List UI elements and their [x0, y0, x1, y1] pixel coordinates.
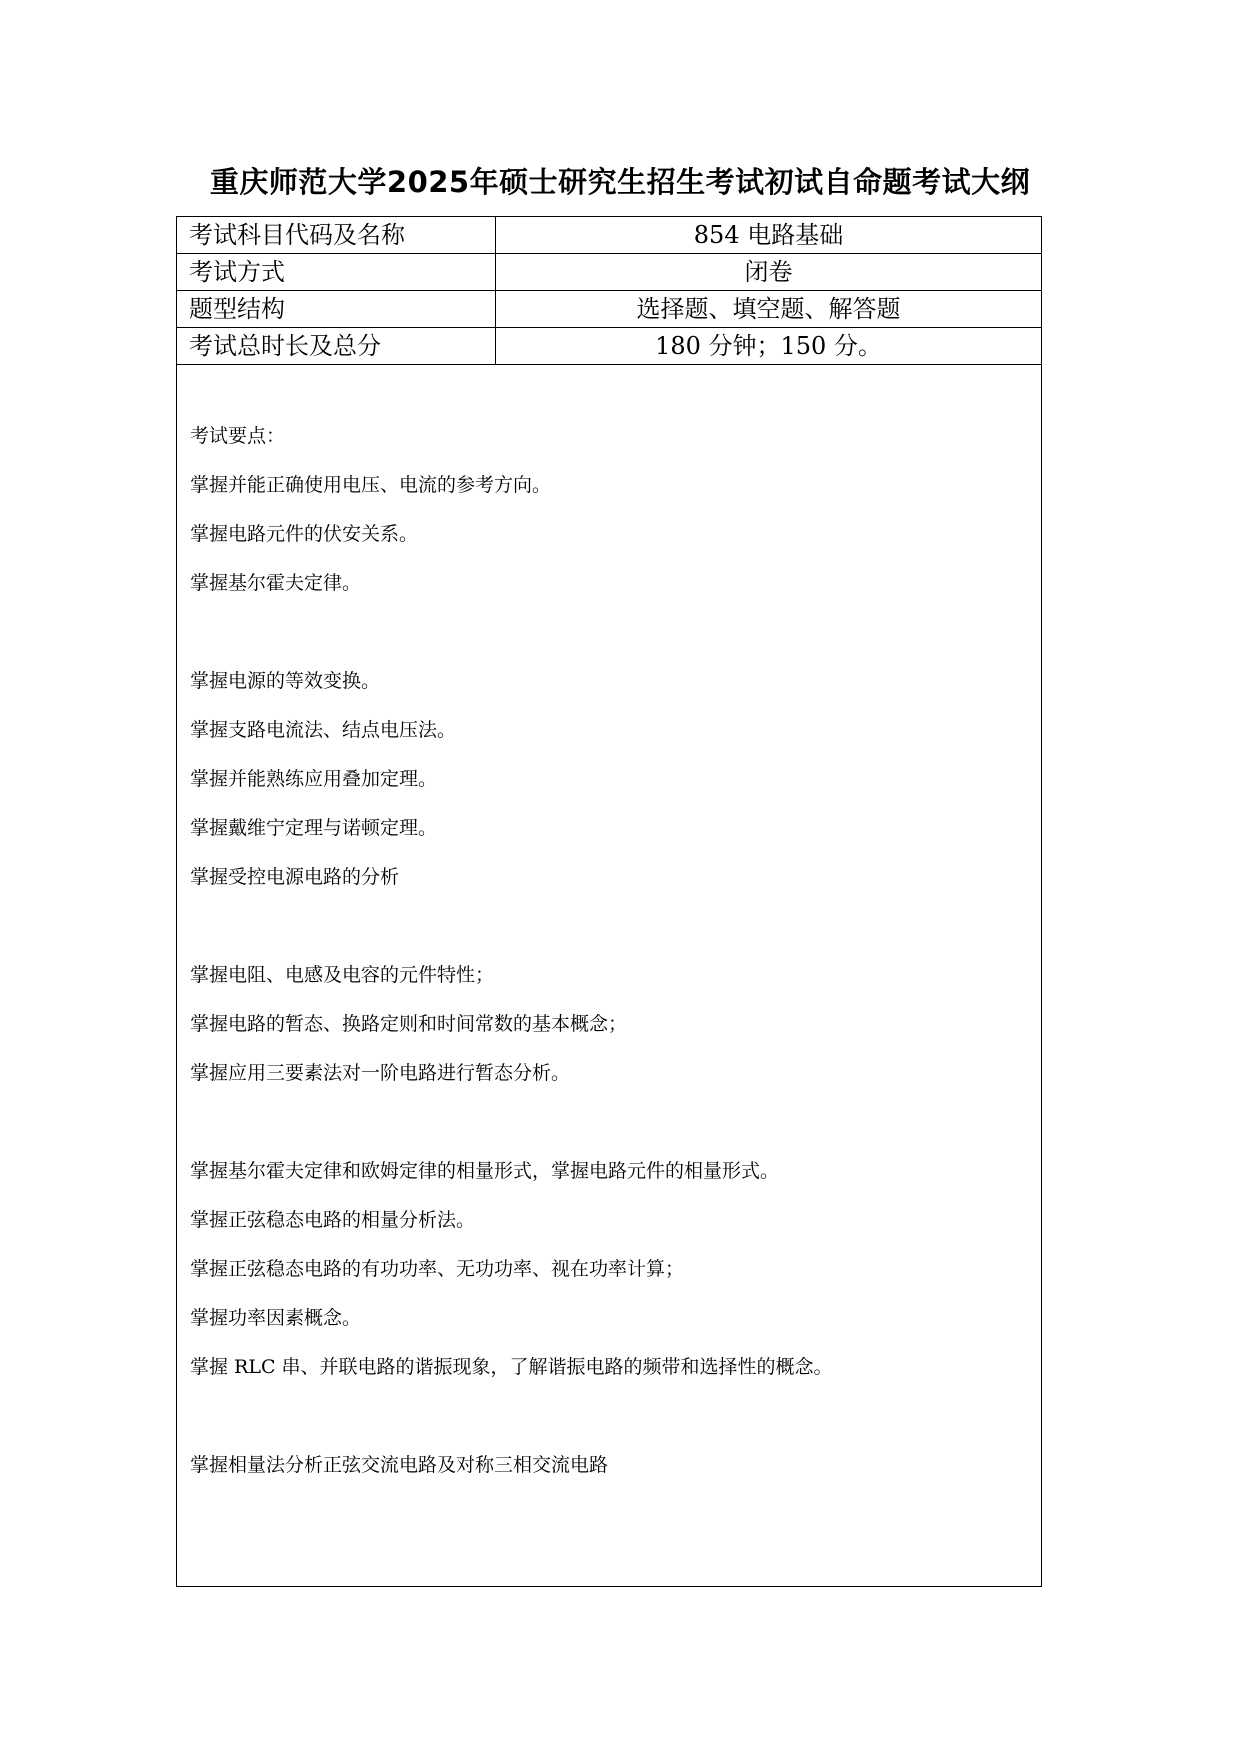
info-row-duration-score [177, 328, 1041, 365]
info-row-question-types [177, 291, 1041, 328]
info-value: 854 电路基础 [496, 217, 1042, 254]
key-point: 掌握电路的暂态、换路定则和时间常数的基本概念； [190, 1013, 628, 1035]
key-point: 掌握正弦稳态电路的有功功率、无功功率、视在功率计算； [190, 1258, 685, 1280]
exam-key-points [190, 423, 1020, 1501]
info-row-exam-mode [177, 254, 1041, 291]
syllabus-table [176, 216, 1042, 1587]
key-point: 掌握相量法分析正弦交流电路及对称三相交流电路 [190, 1454, 609, 1476]
key-points-heading: 考试要点： [190, 425, 286, 447]
section-gap [190, 1109, 1020, 1158]
section-gap [190, 1403, 1020, 1452]
key-point: 掌握支路电流法、结点电压法。 [190, 719, 457, 741]
info-value: 闭卷 [496, 254, 1042, 291]
info-label: 考试科目代码及名称 [177, 217, 496, 254]
page-title: 重庆师范大学2025年硕士研究生招生考试初试自命题考试大纲 [209, 165, 1031, 199]
key-point: 掌握并能正确使用电压、电流的参考方向。 [190, 474, 552, 496]
info-value: 180 分钟；150 分。 [496, 328, 1042, 365]
key-point: 掌握功率因素概念。 [190, 1307, 362, 1329]
section-gap [190, 913, 1020, 962]
key-point: 掌握戴维宁定理与诺顿定理。 [190, 817, 438, 839]
section-gap [190, 619, 1020, 668]
info-row-subject [177, 217, 1041, 254]
key-point: 掌握电路元件的伏安关系。 [190, 523, 419, 545]
key-point: 掌握应用三要素法对一阶电路进行暂态分析。 [190, 1062, 571, 1084]
info-label: 考试方式 [177, 254, 496, 291]
info-label: 考试总时长及总分 [177, 328, 496, 365]
key-point: 掌握电源的等效变换。 [190, 670, 381, 692]
key-point: 掌握基尔霍夫定律。 [190, 572, 362, 594]
exam-info-table [177, 217, 1041, 365]
key-point: 掌握 RLC 串、并联电路的谐振现象，了解谐振电路的频带和选择性的概念。 [190, 1356, 833, 1378]
key-point: 掌握基尔霍夫定律和欧姆定律的相量形式，掌握电路元件的相量形式。 [190, 1160, 780, 1182]
info-value: 选择题、填空题、解答题 [496, 291, 1042, 328]
key-point: 掌握并能熟练应用叠加定理。 [190, 768, 438, 790]
key-point: 掌握受控电源电路的分析 [190, 866, 400, 888]
key-point: 掌握电阻、电感及电容的元件特性； [190, 964, 495, 986]
info-label: 题型结构 [177, 291, 496, 328]
key-point: 掌握正弦稳态电路的相量分析法。 [190, 1209, 476, 1231]
